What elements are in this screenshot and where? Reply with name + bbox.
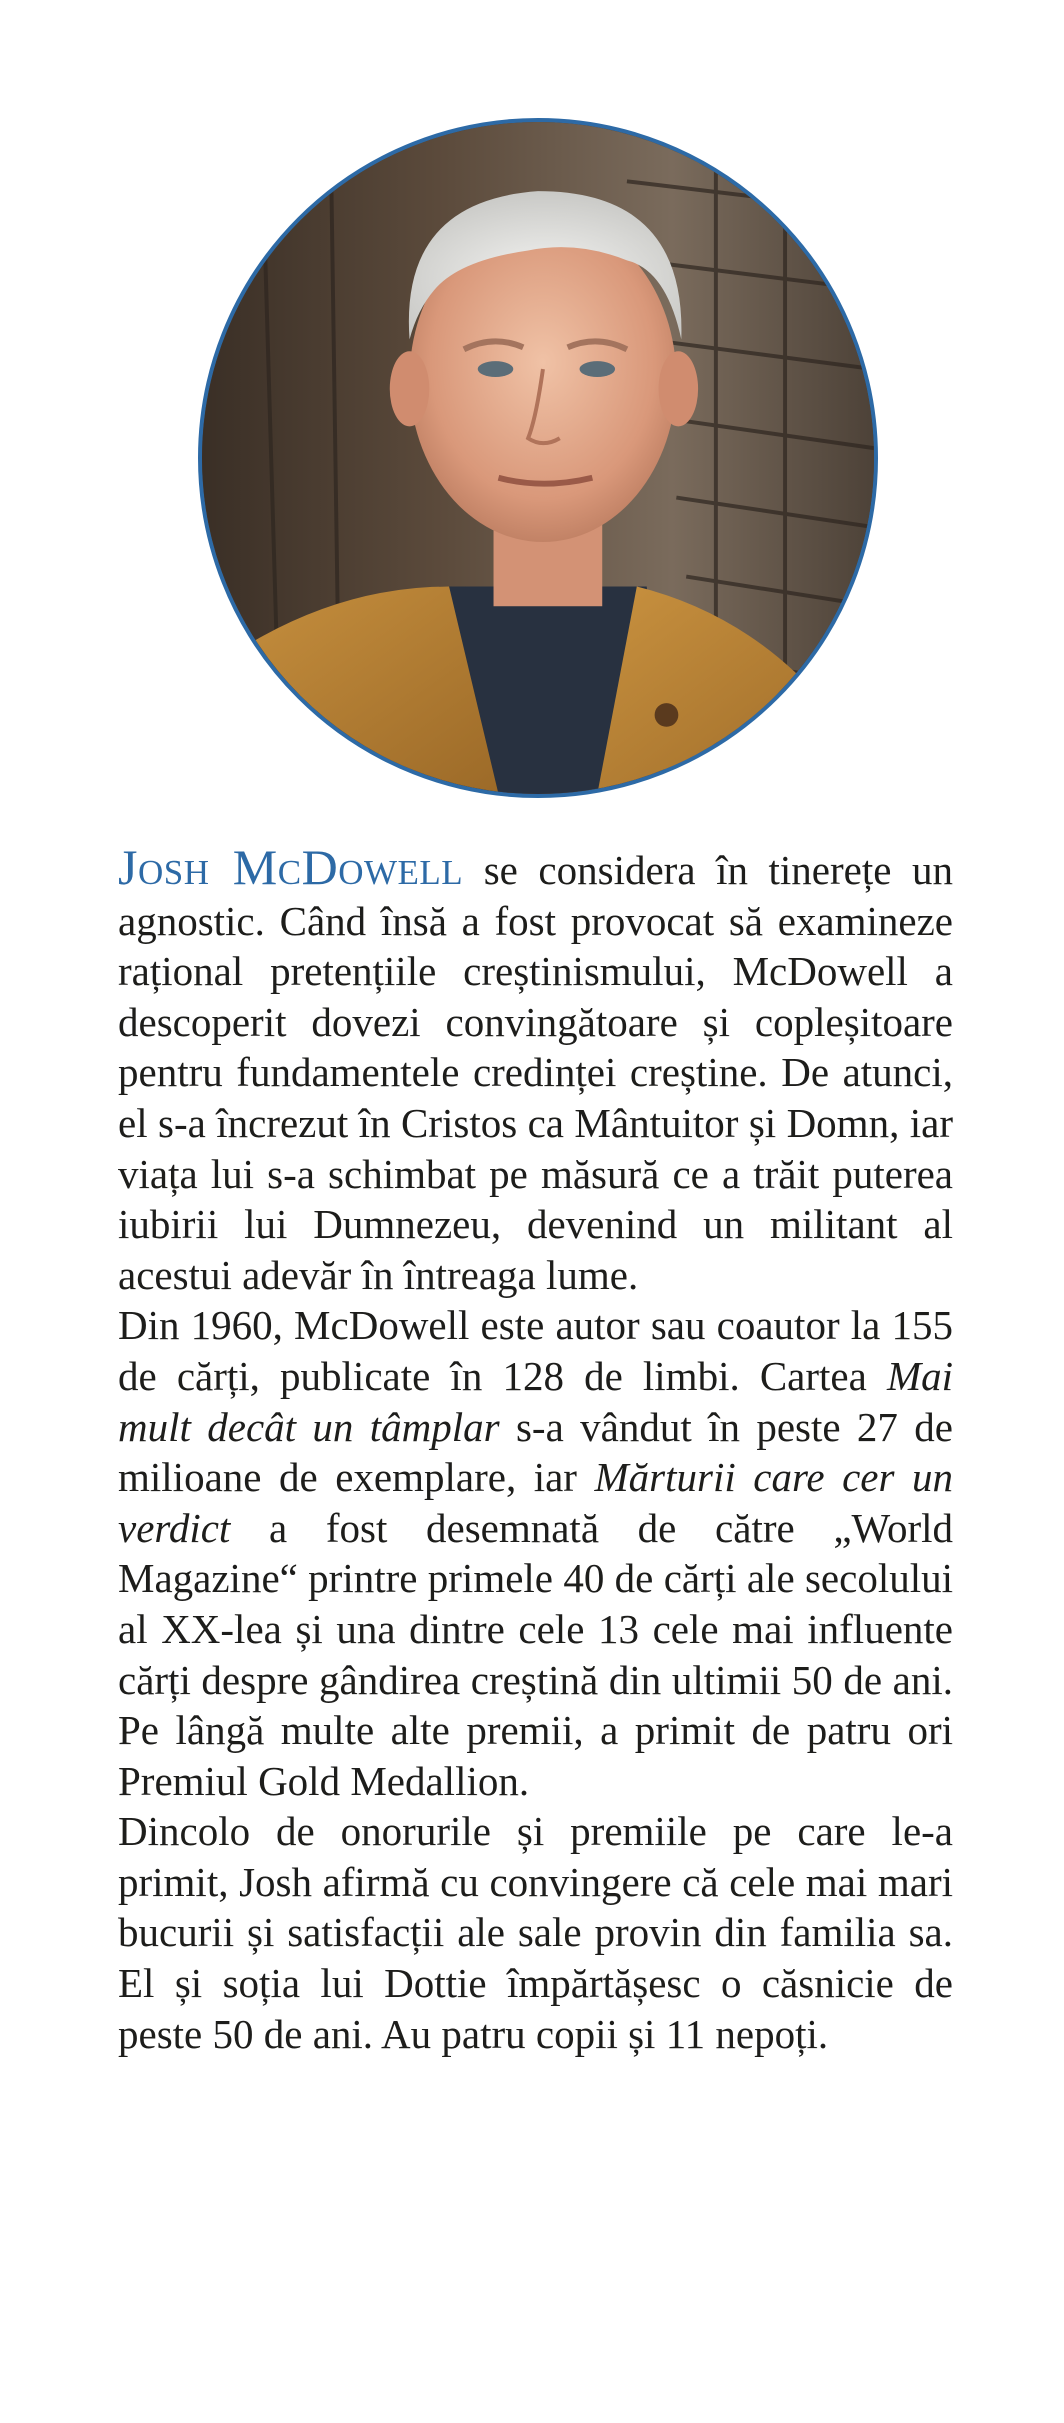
- book-title-2: Mărturii care cer un verdict: [118, 1454, 953, 1551]
- author-portrait: [198, 118, 878, 798]
- bio-paragraph-1: [118, 839, 954, 1300]
- book-title-1: Mai mult decât un tâmplar: [118, 1352, 953, 1450]
- bio-paragraph-1-text: se considera în tinerețe un agnostic. Când însă a fost provocat să examineze rațional pretențiile creștinismului, McDowell a descoperit dovezi convingătoare și copleșitoare pentru fundamentele credinței creștine. De atunci, el s-a încrezut în Cristos ca Mântuitor și Domn, iar viața lui s-a schimbat pe măsură ce a trăit puterea iubirii lui Dumnezeu, devenind un militant al acestui adevăr în întreaga lume.: [118, 847, 954, 1298]
- author-bio: [118, 839, 954, 2059]
- bio-paragraph-2-text-b: s-a vândut în peste 27 de milioane de exemplare, iar: [118, 1403, 953, 1501]
- author-name: Josh McDowell: [118, 839, 464, 895]
- bio-paragraph-2-text-c: a fost desemnată de către „World Magazine“ printre primele 40 de cărți ale secolului al XX-lea și una dintre cele 13 cele mai influente cărți despre gândirea creștină din ultimii 50 de ani. Pe lângă multe alte premii, a primit de patru ori Premiul Gold Medallion.: [118, 1504, 953, 1804]
- bio-paragraph-2: [118, 1300, 953, 1806]
- bio-paragraph-2-text-a: Din 1960, McDowell este autor sau coautor la 155 de cărți, publicate în 128 de limbi. Cartea: [118, 1302, 953, 1399]
- bio-paragraph-3: Dincolo de onorurile și premiile pe care le-a primit, Josh afirmă cu convingere că cele mai mari bucurii și satisfacții ale sale provin din familia sa. El și soția lui Dottie împărtășesc o căsnicie de peste 50 de ani. Au patru copii și 11 nepoți.: [118, 1808, 953, 2057]
